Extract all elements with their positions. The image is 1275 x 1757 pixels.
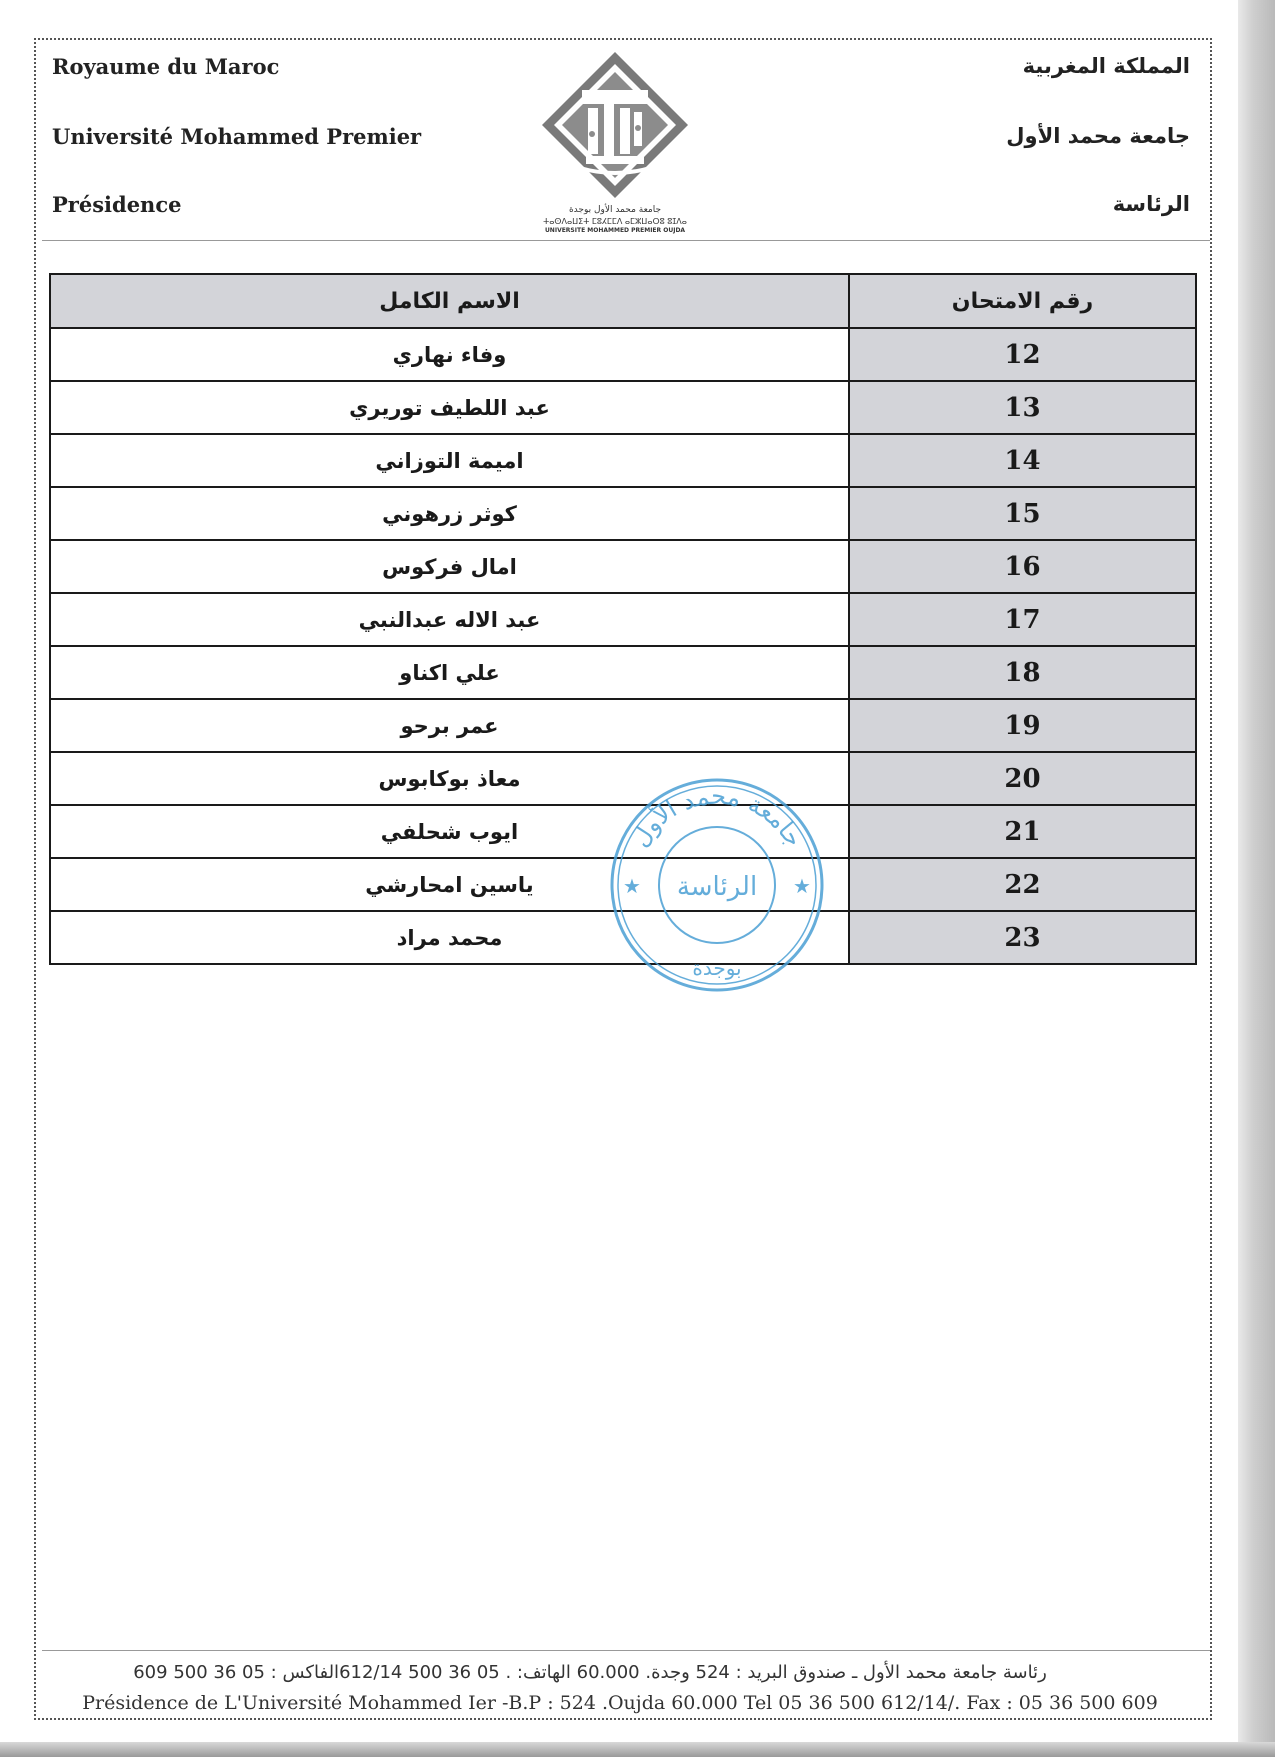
svg-text:جامعة محمد الأول [626, 782, 809, 852]
logo-caption-fr: UNIVERSITE MOHAMMED PREMIER OUJDA [544, 227, 686, 234]
footer-address-fr: Présidence de L'Université Mohammed Ier -B.P : 524 .Oujda 60.000 Tel 05 36 500 612/14/. Fax : 05 36 500 609 [82, 1692, 1158, 1714]
stamp-star-left-icon: ★ [623, 874, 641, 898]
header-divider [42, 240, 1210, 241]
logo-caption-tifinagh: ⵜⴰⵙⴷⴰⵡⵉⵜ ⵎⵓⵃⵎⵎⴷ ⴰⵎⵣⵡⴰⵔⵓ ⵓⵊⴷⴰ [543, 217, 687, 226]
table-row [50, 434, 1196, 487]
student-name: وفاء نهاري [50, 328, 849, 381]
stamp-bottom-text: بوجدة [692, 956, 742, 980]
header-university-ar: جامعة محمد الأول [1006, 124, 1190, 148]
student-name: معاذ بوكابوس [50, 752, 849, 805]
exam-number: 20 [849, 752, 1196, 805]
dotted-frame-bottom [34, 1718, 1212, 1720]
page-edge-shadow [1238, 0, 1275, 1757]
footer-divider [42, 1650, 1210, 1651]
student-name: ياسين امحارشي [50, 858, 849, 911]
table-row [50, 487, 1196, 540]
header-kingdom-fr: Royaume du Maroc [52, 54, 280, 79]
table-row [50, 699, 1196, 752]
header-presidency-ar: الرئاسة [1112, 192, 1190, 216]
table-row [50, 328, 1196, 381]
logo-caption-ar: جامعة محمد الأول بوجدة [568, 205, 662, 215]
table-row [50, 540, 1196, 593]
dotted-frame-top [34, 38, 1212, 40]
official-stamp-icon [606, 774, 828, 996]
footer-address-ar: رئاسة جامعة محمد الأول ـ صندوق البريد : 524 وجدة. 60.000 الهاتف: . 05 36 500 612/14الفاكس : 05 36 500 609 [133, 1662, 1047, 1683]
dotted-frame-left [34, 38, 36, 1720]
exam-number: 17 [849, 593, 1196, 646]
stamp-center-text: الرئاسة [676, 872, 758, 902]
student-name: اميمة التوزاني [50, 434, 849, 487]
exam-number: 22 [849, 858, 1196, 911]
student-name: ايوب شحلفي [50, 805, 849, 858]
student-name: امال فركوس [50, 540, 849, 593]
exam-number: 13 [849, 381, 1196, 434]
student-name: عبد الاله عبدالنبي [50, 593, 849, 646]
exam-number: 15 [849, 487, 1196, 540]
student-name: عبد اللطيف توريري [50, 381, 849, 434]
stamp-star-right-icon: ★ [793, 874, 811, 898]
exam-number: 12 [849, 328, 1196, 381]
column-header-exam-number: رقم الامتحان [849, 274, 1196, 328]
stamp-outer-text: جامعة محمد الأول [625, 781, 809, 852]
header-presidency-fr: Présidence [52, 192, 182, 217]
student-name: كوثر زرهوني [50, 487, 849, 540]
exam-number: 19 [849, 699, 1196, 752]
dotted-frame-right [1210, 38, 1212, 1720]
student-name: عمر برحو [50, 699, 849, 752]
table-row [50, 593, 1196, 646]
student-name: علي اكناو [50, 646, 849, 699]
table-header-row [50, 274, 1196, 328]
table-row [50, 381, 1196, 434]
table-row [50, 646, 1196, 699]
exam-number: 16 [849, 540, 1196, 593]
header-kingdom-ar: المملكة المغربية [1022, 54, 1190, 78]
exam-number: 21 [849, 805, 1196, 858]
exam-number: 18 [849, 646, 1196, 699]
header-university-fr: Université Mohammed Premier [52, 124, 422, 149]
student-name: محمد مراد [50, 911, 849, 964]
column-header-fullname: الاسم الكامل [50, 274, 849, 328]
exam-number: 14 [849, 434, 1196, 487]
page-bottom-shadow [0, 1742, 1275, 1757]
exam-number: 23 [849, 911, 1196, 964]
